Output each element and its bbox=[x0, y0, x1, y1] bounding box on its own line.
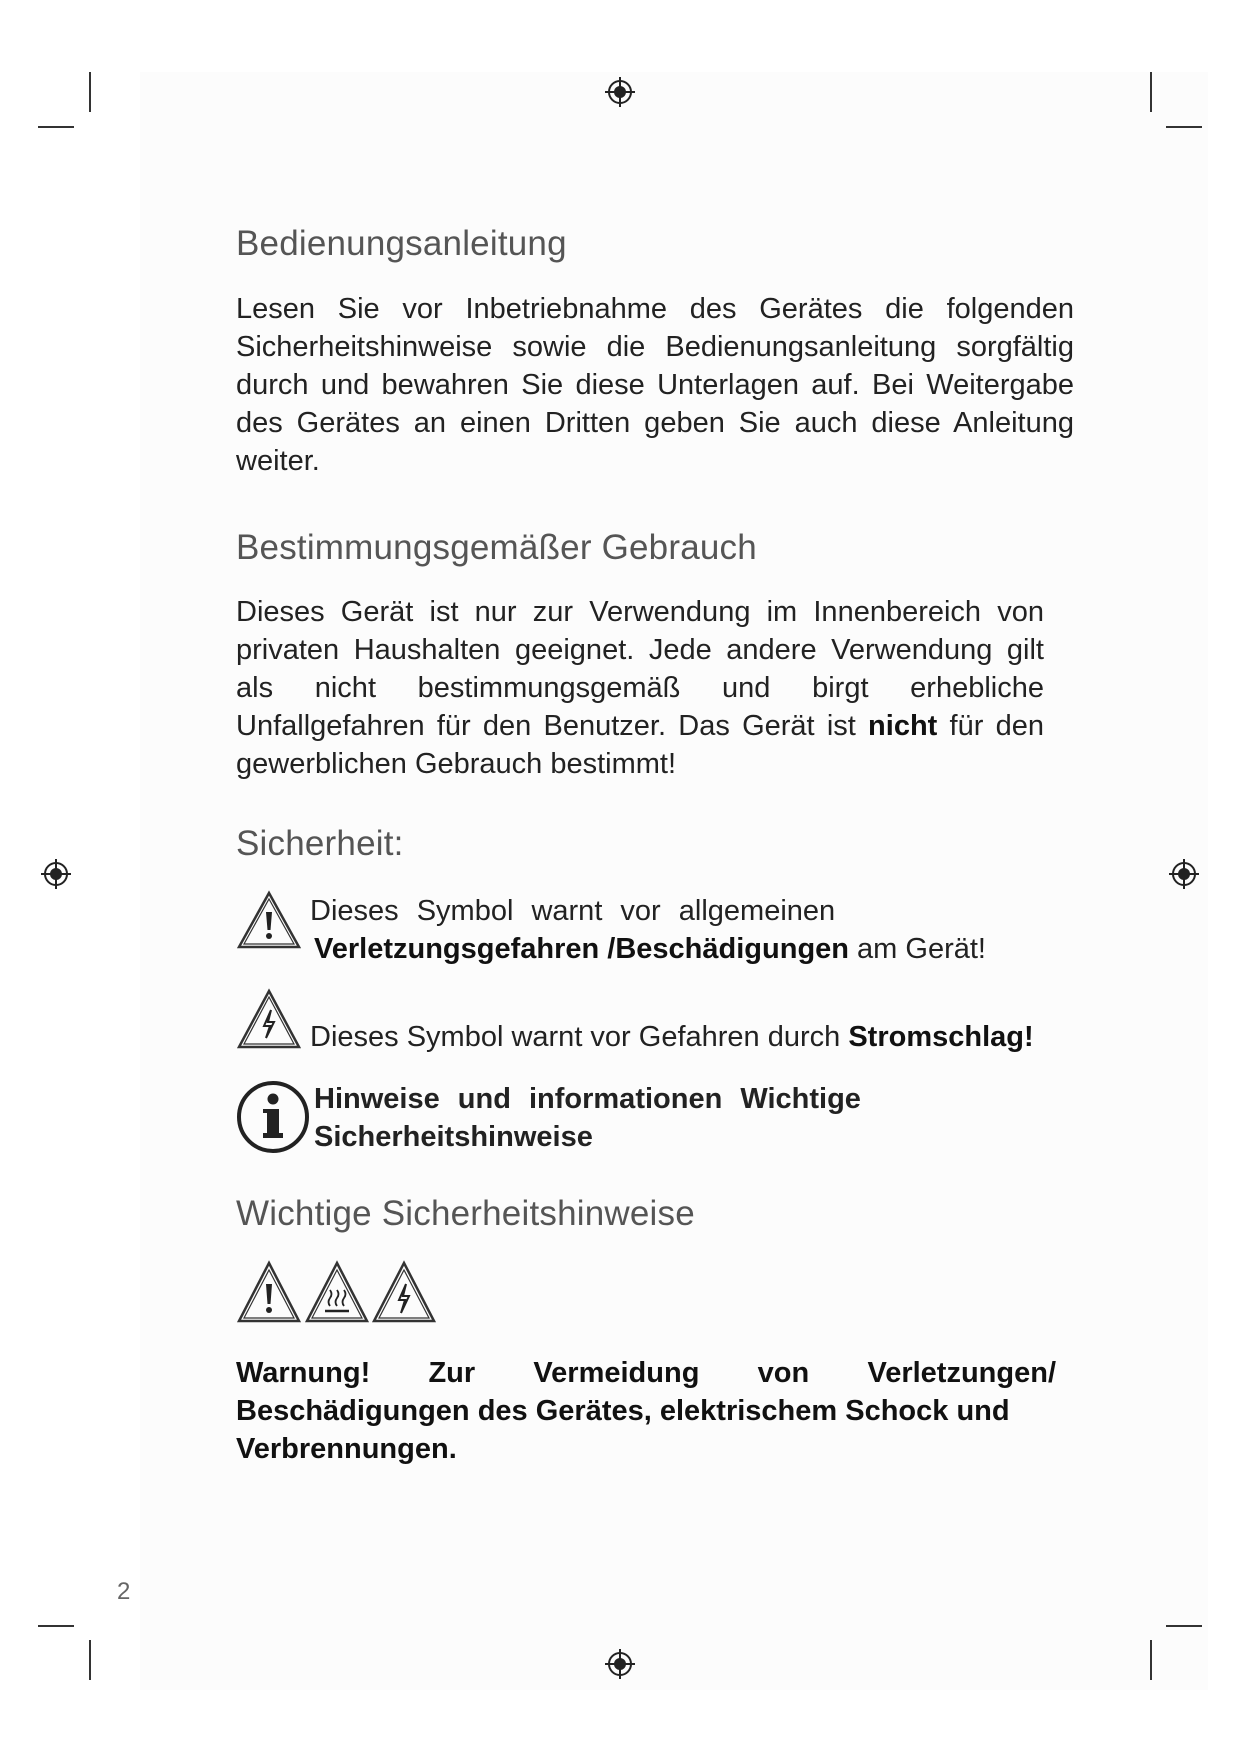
crop-mark bbox=[38, 126, 74, 128]
warning-line3: Verbrennungen. bbox=[236, 1433, 457, 1465]
info-text-line1: Hinweise und informationen Wichtige bbox=[314, 1083, 861, 1115]
crop-mark bbox=[38, 1625, 74, 1627]
electric-shock-text-plain: Dieses Symbol warnt vor Gefahren durch bbox=[310, 1021, 849, 1053]
bedienungsanleitung-text: Lesen Sie vor Inbetriebnahme des Gerätes die folgenden Sicherheitshinweise sowie die Bedienungsanleitung sorgfältig durch und bewahren Sie diese Unterlagen auf. Bei Weitergabe des Gerätes an einen Dritten geben Sie auch diese Anleitung weiter. bbox=[236, 293, 1074, 477]
crop-mark bbox=[1150, 1640, 1152, 1680]
warning-word: von bbox=[757, 1357, 810, 1389]
registration-mark-icon bbox=[40, 858, 72, 890]
crop-mark bbox=[1150, 72, 1152, 112]
bestimmung-text-part2: für den gewerblichen Gebrauch bestimmt! bbox=[236, 710, 1045, 780]
hazard-icons-row bbox=[236, 1260, 456, 1326]
warning-triangle-icon bbox=[236, 890, 302, 950]
bestimmung-text-bold: nicht bbox=[868, 710, 938, 742]
warning-line2: Beschädigungen des Gerätes, elektrischem Schock und bbox=[236, 1395, 1010, 1427]
warning-line1 bbox=[236, 1354, 1056, 1392]
info-circle-icon bbox=[236, 1080, 310, 1154]
warning-word: Warnung! bbox=[236, 1357, 371, 1389]
hazard-icons bbox=[236, 1260, 456, 1326]
info-text bbox=[314, 1080, 1054, 1156]
registration-mark-icon bbox=[604, 1648, 636, 1680]
hot-surface-triangle-icon bbox=[307, 1263, 367, 1321]
symbol-row-general-warning bbox=[236, 890, 1078, 980]
general-warning-line1: Dieses Symbol warnt vor allgemeinen bbox=[310, 895, 836, 927]
section-title-sicherheit: Sicherheit: bbox=[236, 824, 404, 863]
crop-mark bbox=[89, 1640, 91, 1680]
registration-mark-icon bbox=[604, 76, 636, 108]
general-warning-after: am Gerät! bbox=[849, 933, 986, 965]
bestimmung-text-part1: Dieses Gerät ist nur zur Verwendung im Innenbereich von privaten Haushalten geeignet. Jede andere Verwendung gilt als nicht bestimmungsgemäß und birgt erhebliche Unfallgefahren für den Benutzer. Das Gerät ist bbox=[236, 596, 1044, 742]
general-warning-line2 bbox=[310, 930, 1070, 968]
page-number: 2 bbox=[117, 1578, 131, 1605]
warning-word: Vermeidung bbox=[533, 1357, 700, 1389]
crop-mark bbox=[89, 72, 91, 112]
section-title-wichtige-hinweise: Wichtige Sicherheitshinweise bbox=[236, 1194, 695, 1233]
registration-mark-icon bbox=[1168, 858, 1200, 890]
symbol-row-info bbox=[236, 1080, 1078, 1160]
section-title-bestimmung: Bestimmungsgemäßer Gebrauch bbox=[236, 528, 757, 567]
section-title-bedienungsanleitung: Bedienungsanleitung bbox=[236, 224, 567, 263]
symbol-row-electric-shock bbox=[236, 988, 1078, 1064]
general-warning-text bbox=[310, 892, 1070, 968]
crop-mark bbox=[1166, 1625, 1202, 1627]
crop-mark bbox=[1166, 126, 1202, 128]
warning-paragraph bbox=[236, 1354, 1056, 1468]
info-text-line2: Sicherheitshinweise bbox=[314, 1121, 593, 1153]
general-warning-bold: Verletzungsgefahren /Beschädigungen bbox=[314, 933, 849, 965]
electric-shock-text bbox=[310, 1018, 1090, 1056]
electric-shock-text-bold: Stromschlag! bbox=[848, 1021, 1034, 1053]
bestimmung-text bbox=[236, 593, 1044, 783]
warning-triangle-icon bbox=[239, 1263, 299, 1321]
electric-shock-triangle-icon bbox=[236, 988, 302, 1050]
electric-shock-triangle-icon bbox=[374, 1263, 434, 1321]
warning-word: Verletzungen/ bbox=[867, 1357, 1056, 1389]
warning-word: Zur bbox=[428, 1357, 476, 1389]
